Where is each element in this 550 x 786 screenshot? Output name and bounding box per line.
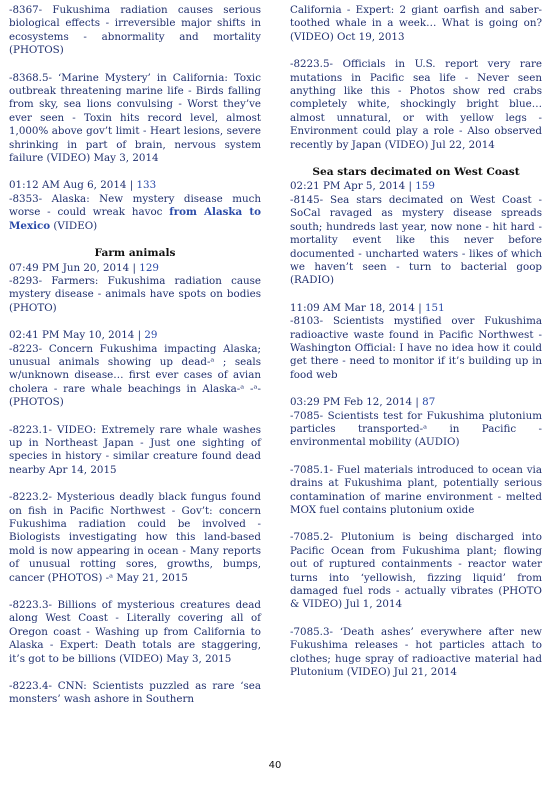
entry-8223-4-continued: California - Expert: 2 giant oarfish and saber-toothed whale in a week… What is going on? (VIDEO) Oct 19, 2013 <box>290 4 542 43</box>
entry-7085-3: -7085.3- ‘Death ashes’ everywhere after new Fukushima releases - hot particles attach to clothes; huge spray of radioactive material had Plutonium (VIDEO) Jul 21, 2014 <box>290 625 542 679</box>
meta-separator: | <box>408 180 412 193</box>
entry-8223-5: -8223.5- Officials in U.S. report very rare mutations in Pacific sea life - Never seen anything like this - Photos show red crabs completely white, shockingly bright blue… almost unnatural, or with yellow legs - Environment could play a role - Also observed recently by Japan (VIDEO) Jul 22, 2014 <box>290 58 542 151</box>
section-heading-sea-stars: Sea stars decimated on West Coast <box>312 166 520 179</box>
entry-8223: -8223- Concern Fukushima impacting Alaska; unusual animals showing up dead-ᵃ ; seals w/unknown disease… first ever cases of avian cholera - rare whale beachings in Alaska-ᵃ -ᵃ- (PHOTOS) <box>9 342 261 409</box>
post-meta <box>9 329 261 342</box>
entry-8223-1: -8223.1- VIDEO: Extremely rare whale washes up in Northeast Japan - Just one sighting of species in history - similar creature found dead nearby Apr 14, 2015 <box>9 423 261 476</box>
entry-8223-2: -8223.2- Mysterious deadly black fungus found on fish in Pacific Northwest - Gov’t: concern Fukushima radiation could be involved - Biologists investigating how this land-based mold is now appearing in ocean - Many reports of unusual rotting sores, growths, bumps, cancer (PHOTOS) -ᵃ May 21, 2015 <box>9 491 261 584</box>
post-count-link[interactable]: 129 <box>139 261 159 274</box>
post-count-link[interactable]: 133 <box>136 179 157 192</box>
entry-8223-3: -8223.3- Billions of mysterious creatures dead along West Coast - Literally covering all of Oregon coast - Washing up from California to Alaska - Expert: Death totals are staggering, it’s got to be billions (VIDEO) May 3, 2015 <box>9 599 261 665</box>
post-count-link[interactable]: 29 <box>144 329 158 342</box>
post-count-link[interactable]: 151 <box>424 301 445 314</box>
meta-separator: | <box>137 329 142 342</box>
entry-8103: -8103- Scientists mystified over Fukushima radioactive waste found in Pacific Northwest - Washington Official: I have no idea how it could get there - need to monitor if it’s building up in food web <box>290 315 542 381</box>
entry-8223-4: -8223.4- CNN: Scientists puzzled as rare ‘sea monsters’ wash ashore in Southern <box>9 680 261 706</box>
meta-separator: | <box>132 261 136 274</box>
meta-separator: | <box>415 396 419 409</box>
post-count-link[interactable]: 87 <box>422 396 436 409</box>
page-number: 40 <box>268 760 282 771</box>
entry-8353 <box>9 193 261 233</box>
entry-7085: -7085- Scientists test for Fukushima plutonium particles transported-ᵃ in Pacific - environmental mobility (AUDIO) <box>290 409 542 449</box>
entry-7085-2: -7085.2- Plutonium is being discharged into Pacific Ocean from Fukushima plant; flowing out of ruptured containments - reactor water turns into ‘yellowish, fizzing liquid’ from damaged fuel rods - actually vibrates (PHOTO & VIDEO) Jul 1, 2014 <box>290 531 542 611</box>
post-meta <box>290 180 542 193</box>
post-timestamp: 11:09 AM Mar 18, 2014 <box>290 301 415 314</box>
left-column <box>9 4 261 707</box>
entry-text: (VIDEO) <box>50 219 98 232</box>
entry-8145: -8145- Sea stars decimated on West Coast - SoCal ravaged as mystery disease spreads south; hundreds last year, now none - hit hard - mortality event like this never before documented - uncharted waters - likes of which we haven’t seen - turn to bacterial goop (RADIO) <box>290 193 542 287</box>
post-timestamp: 01:12 AM Aug 6, 2014 <box>9 179 127 192</box>
post-meta <box>290 396 542 409</box>
post-count-link[interactable]: 159 <box>415 180 435 193</box>
post-meta <box>9 179 261 192</box>
post-meta <box>290 302 542 315</box>
section-heading-farm-animals: Farm animals <box>94 247 176 260</box>
alaska-mexico-link[interactable]: from Alaska to Mexico <box>9 206 261 232</box>
post-meta <box>9 262 261 275</box>
post-timestamp: 03:29 PM Feb 12, 2014 <box>290 396 413 409</box>
meta-separator: | <box>418 301 422 314</box>
post-timestamp: 07:49 PM Jun 20, 2014 <box>9 261 130 274</box>
entry-text: -8353- Alaska: New mystery disease much worse - could wreak havoc <box>9 192 261 219</box>
post-timestamp: 02:21 PM Apr 5, 2014 <box>290 180 406 193</box>
entry-8368-5: -8368.5- ‘Marine Mystery’ in California: Toxic outbreak threatening marine life - Birds falling from sky, sea lions convulsing - Worst they’ve ever seen - Toxin hits record level, almost 1,000% above gov’t limit - Heart lesions, severe shrinking in part of brain, nervous system failure (VIDEO) May 3, 2014 <box>9 71 261 165</box>
entry-8293: -8293- Farmers: Fukushima radiation cause mystery disease - animals have spots on bodies (PHOTO) <box>9 274 261 314</box>
post-timestamp: 02:41 PM May 10, 2014 <box>9 329 135 342</box>
meta-separator: | <box>129 179 134 192</box>
entry-7085-1: -7085.1- Fuel materials introduced to ocean via drains at Fukushima plant, potentially serious contamination of marine environment - melted MOX fuel contains plutonium oxide <box>290 463 542 516</box>
entry-8367: -8367- Fukushima radiation causes serious biological effects - irreversible major shifts in ecosystems - abnormality and mortality (PHOTOS) <box>9 4 261 57</box>
right-column <box>290 4 542 679</box>
